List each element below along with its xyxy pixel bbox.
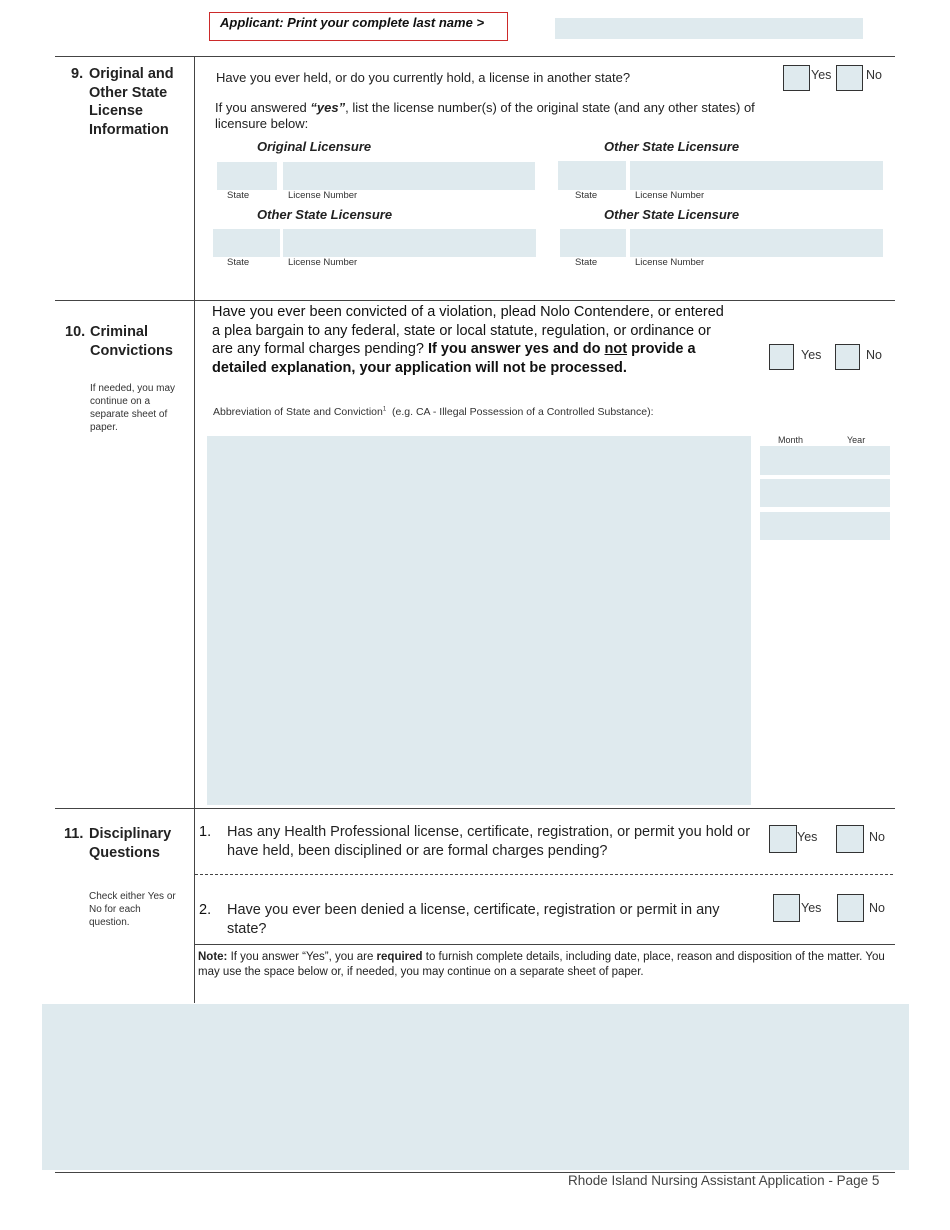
other-state-input-1[interactable] bbox=[558, 161, 626, 190]
question-2-yes-label: Yes bbox=[801, 901, 822, 915]
question-separator bbox=[195, 874, 893, 875]
note-divider bbox=[195, 944, 895, 945]
other-state-label-1: State bbox=[575, 190, 598, 201]
original-license-number-input[interactable] bbox=[283, 162, 535, 190]
column-divider-9 bbox=[194, 56, 195, 300]
conviction-date-input-3[interactable] bbox=[760, 512, 890, 540]
section-10-yes-label: Yes bbox=[801, 348, 822, 362]
section-11-number: 11. bbox=[64, 826, 84, 842]
other-number-label-1: License Number bbox=[635, 190, 705, 201]
section-9-no-label: No bbox=[866, 68, 882, 82]
section-9-yes-label: Yes bbox=[811, 68, 832, 82]
other-licensure-header-3: Other State Licensure bbox=[604, 207, 740, 222]
abbrev-label-text: Abbreviation of State and Conviction bbox=[213, 406, 383, 418]
question-1-text: Has any Health Professional license, certificate, registration, or permit you hold or have held, been disciplined or are formal charges pending? bbox=[227, 824, 751, 859]
original-licensure-header: Original Licensure bbox=[257, 139, 372, 154]
instruction-emph: “yes” bbox=[310, 100, 346, 115]
section-10-side-note: If needed, you may continue on a separate sheet of paper. bbox=[90, 383, 176, 433]
divider-top bbox=[55, 56, 895, 57]
question-2-no-label: No bbox=[869, 901, 885, 915]
section-10-number: 10. bbox=[65, 324, 86, 340]
other-state-input-2[interactable] bbox=[213, 229, 280, 257]
other-licensure-header-2: Other State Licensure bbox=[257, 207, 393, 222]
question-2-yes-checkbox[interactable] bbox=[773, 894, 800, 922]
section-10-question-text: Have you ever been convicted of a violation, plead Nolo Contendere, or entered a plea bargain to any federal, state or local statute, regulation, or ordinance or are any formal charges pending? bbox=[212, 304, 724, 357]
instruction-pre: If you answered bbox=[215, 100, 311, 115]
question-1-yes-checkbox[interactable] bbox=[769, 825, 797, 853]
last-name-prompt-box bbox=[209, 12, 508, 41]
question-1-yes-label: Yes bbox=[797, 830, 818, 844]
divider-10-11 bbox=[55, 808, 895, 809]
question-2-no-checkbox[interactable] bbox=[837, 894, 864, 922]
section-11-side-note: Check either Yes or No for each question. bbox=[89, 891, 176, 928]
section-11-title: Disciplinary Questions bbox=[89, 826, 172, 861]
section-10-bold-a: If you answer yes and do bbox=[428, 341, 605, 357]
other-license-number-input-3[interactable] bbox=[630, 229, 883, 257]
abbrev-example: (e.g. CA - Illegal Possession of a Controlled Substance): bbox=[392, 406, 654, 418]
other-state-label-2: State bbox=[227, 257, 250, 268]
month-label: Month bbox=[778, 435, 804, 445]
section-9-number: 9. bbox=[71, 66, 84, 82]
original-number-label: License Number bbox=[288, 190, 358, 201]
instruction-post: , list the license number(s) of the original state (and any other states) of licensure below: bbox=[215, 100, 755, 131]
question-1-no-checkbox[interactable] bbox=[836, 825, 864, 853]
other-number-label-2: License Number bbox=[288, 257, 358, 268]
section-10-question bbox=[212, 303, 727, 377]
last-name-input[interactable] bbox=[555, 18, 863, 39]
footer-text: Rhode Island Nursing Assistant Application - Page 5 bbox=[568, 1173, 880, 1188]
question-2-text: Have you ever been denied a license, certificate, registration or permit in any state? bbox=[227, 902, 720, 937]
section-9-question: Have you ever held, or do you currently hold, a license in another state? bbox=[216, 70, 631, 85]
other-state-label-3: State bbox=[575, 257, 598, 268]
note-label: Note: bbox=[198, 951, 228, 963]
section-10-no-label: No bbox=[866, 348, 882, 362]
conviction-date-input-1[interactable] bbox=[760, 446, 890, 475]
section-10-no-checkbox[interactable] bbox=[835, 344, 860, 370]
question-1-number: 1. bbox=[199, 824, 212, 840]
year-label: Year bbox=[847, 435, 866, 445]
section-9-yes-checkbox[interactable] bbox=[783, 65, 810, 91]
footnote-mark: 1 bbox=[382, 406, 387, 413]
section-9-instruction bbox=[215, 100, 755, 132]
section-9-no-checkbox[interactable] bbox=[836, 65, 863, 91]
other-license-number-input-2[interactable] bbox=[283, 229, 536, 257]
note-text-b: to furnish complete details, including date, place, reason and disposition of the matter. You may use the space below or, if needed, you may continue on a separate sheet of paper. bbox=[198, 951, 885, 978]
question-2-number: 2. bbox=[199, 902, 212, 918]
other-number-label-3: License Number bbox=[635, 257, 705, 268]
disciplinary-details-textarea[interactable] bbox=[42, 1004, 909, 1170]
column-divider-10 bbox=[194, 300, 195, 808]
section-10-abbrev-label bbox=[213, 406, 654, 418]
section-10-bold-not: not bbox=[604, 341, 628, 357]
column-divider-11 bbox=[194, 808, 195, 1003]
section-10-bold-b: provide a detailed explanation, your application will not be processed. bbox=[212, 341, 696, 376]
other-state-input-3[interactable] bbox=[560, 229, 626, 257]
section-11-note bbox=[198, 950, 888, 980]
conviction-date-input-2[interactable] bbox=[760, 479, 890, 507]
other-license-number-input-1[interactable] bbox=[630, 161, 883, 190]
original-state-input[interactable] bbox=[217, 162, 277, 190]
section-10-yes-checkbox[interactable] bbox=[769, 344, 794, 370]
other-licensure-header-1: Other State Licensure bbox=[604, 139, 740, 154]
note-required: required bbox=[376, 951, 423, 963]
last-name-prompt: Applicant: Print your complete last name > bbox=[220, 15, 485, 30]
note-text-a: If you answer “Yes”, you are bbox=[227, 951, 377, 963]
conviction-details-textarea[interactable] bbox=[207, 436, 751, 805]
question-1-no-label: No bbox=[869, 830, 885, 844]
section-10-title: Criminal Convictions bbox=[90, 324, 173, 359]
section-9-title: Original and Other State License Information bbox=[89, 66, 174, 138]
original-state-label: State bbox=[227, 190, 250, 201]
divider-9-10 bbox=[55, 300, 895, 301]
